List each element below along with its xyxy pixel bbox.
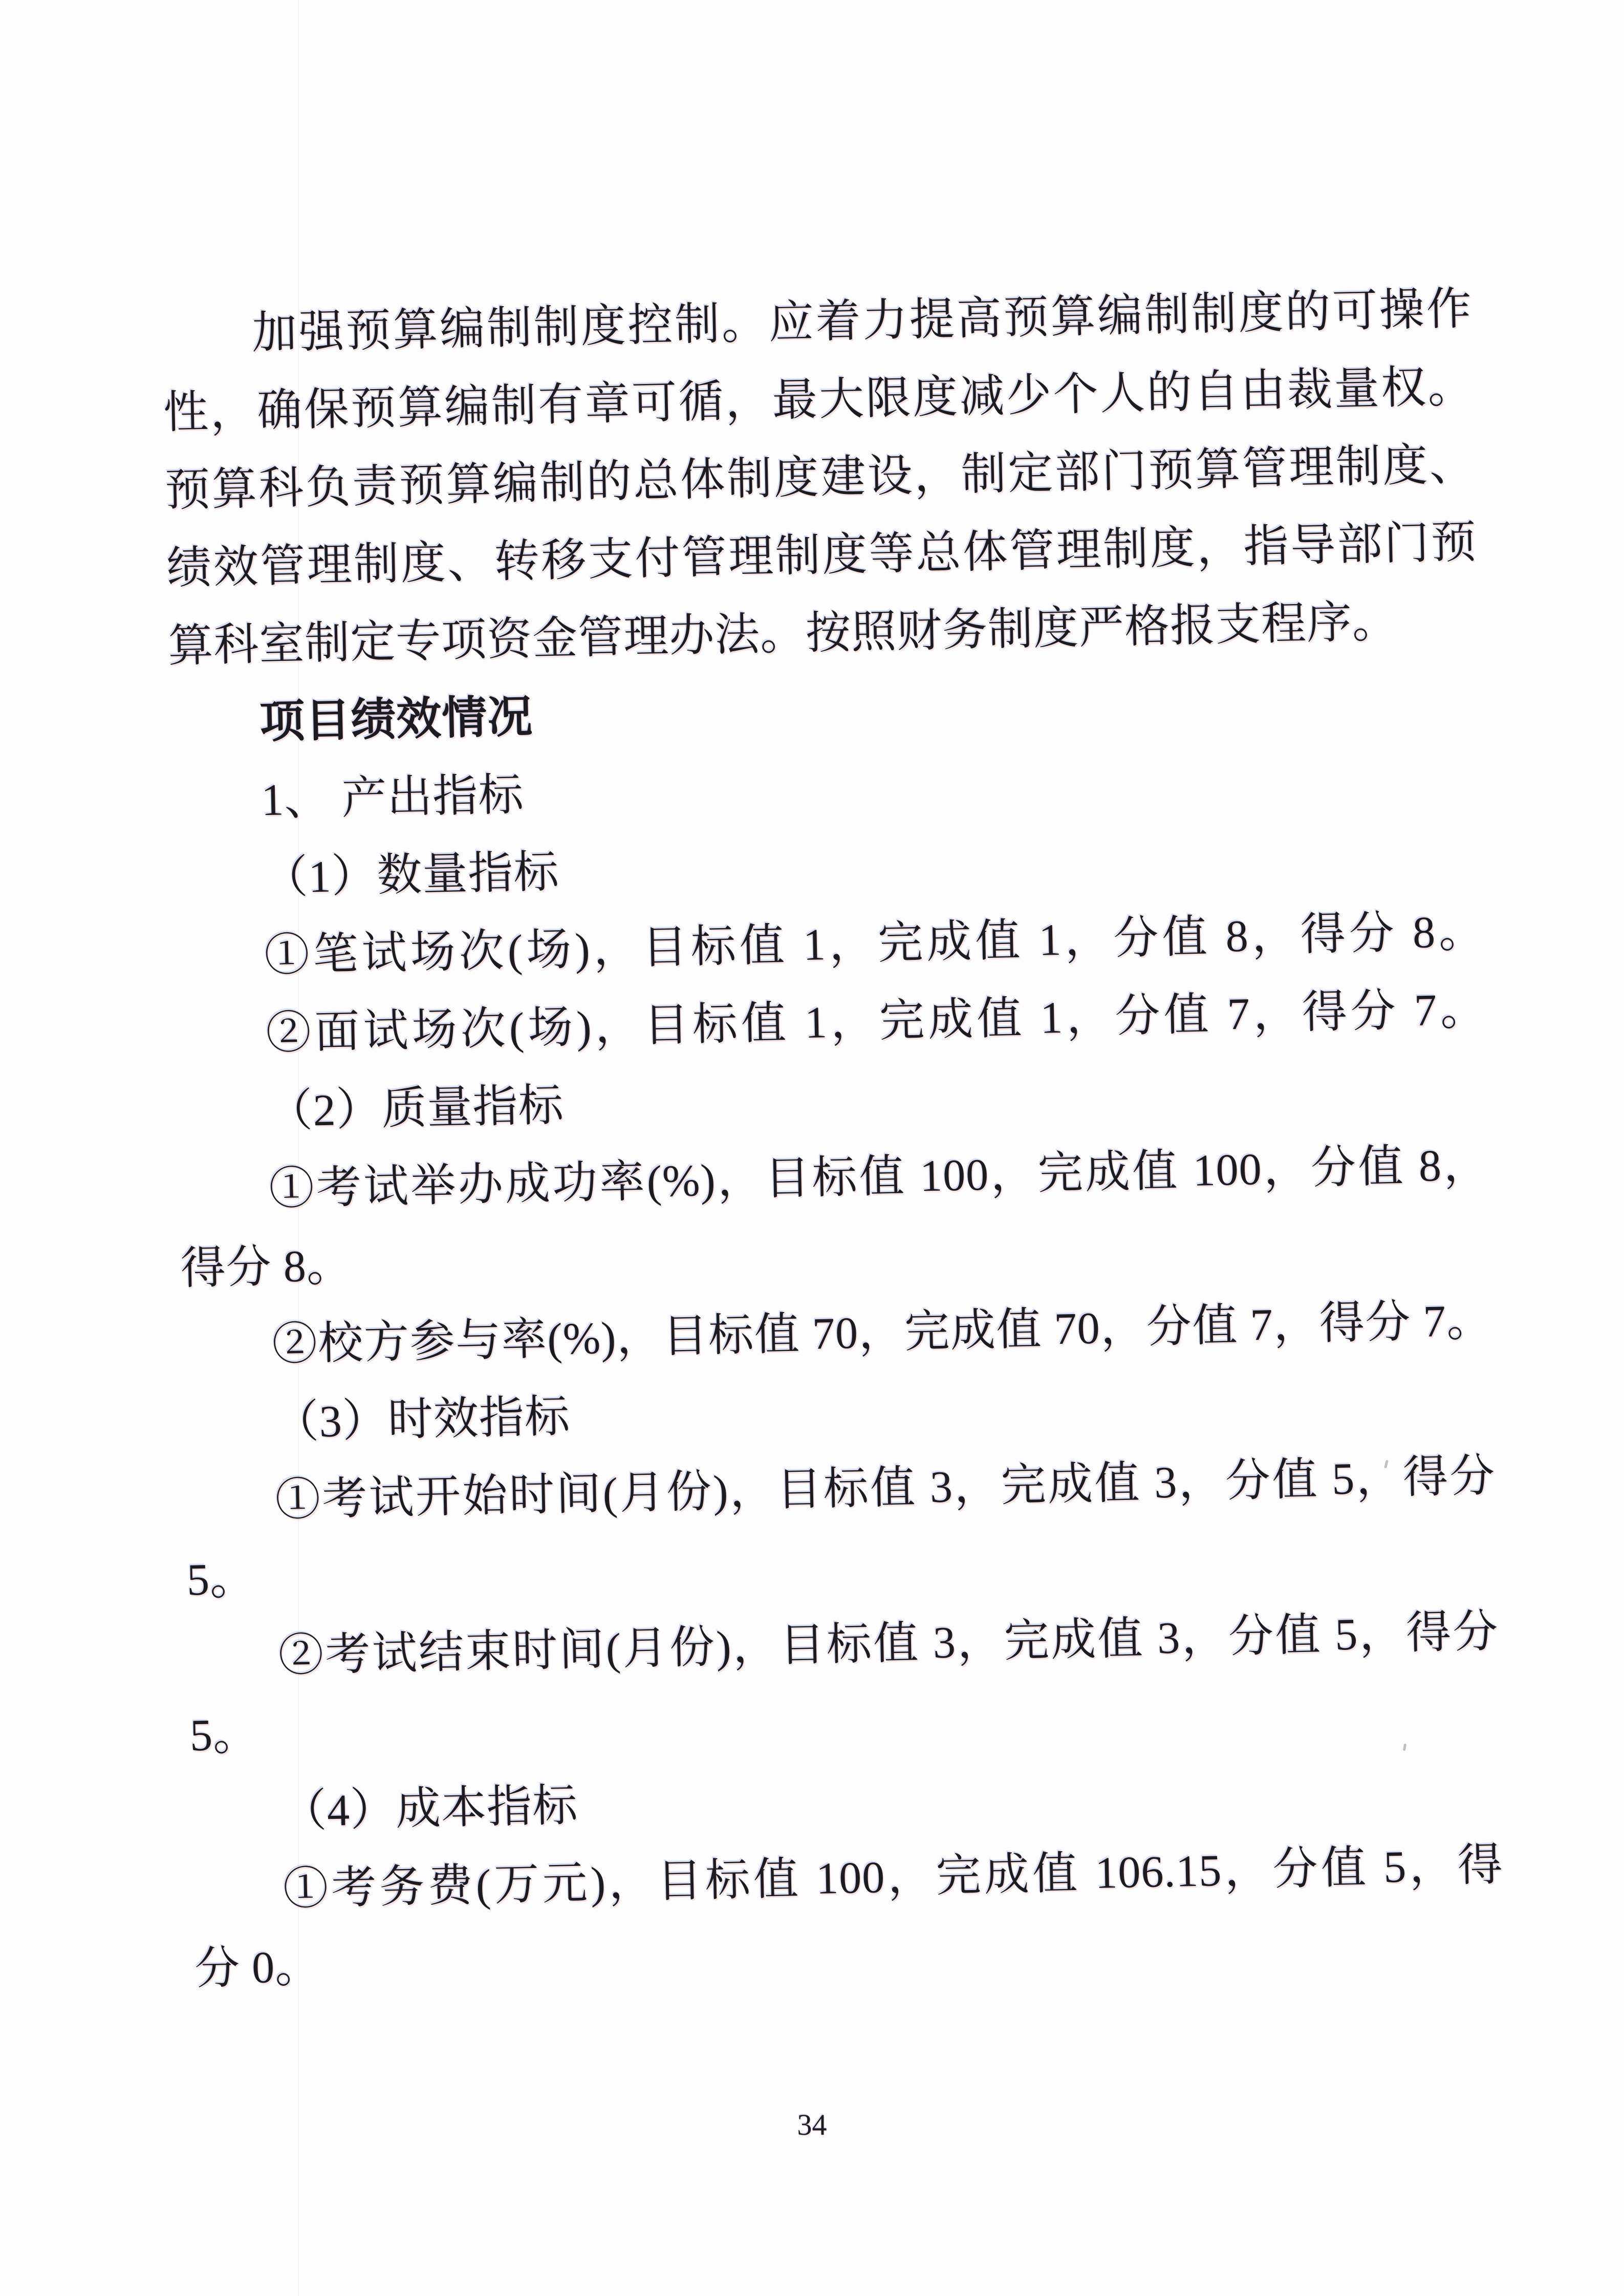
item-interview-sessions: ②面试场次(场)，目标值 1，完成值 1，分值 7，得分 7。 (265, 984, 1487, 1059)
item-timeliness-indicators: （3）时效指标 (273, 1392, 571, 1448)
para-budget-control-line-2: 性，确保预算编制有章可循，最大限度减少个人的自由裁量权。 (163, 362, 1474, 438)
item-school-participation-rate: ②校方参与率(%)，目标值 70，完成值 70，分值 7，得分 7。 (271, 1296, 1493, 1370)
page-number: 34 (797, 2108, 827, 2141)
item-exam-end-time-cont: 5。 (189, 1709, 259, 1761)
item-exam-fee: ①考务费(万元)，目标值 100，完成值 106.15，分值 5，得 (283, 1840, 1504, 1915)
item-exam-success-rate-cont: 得分 8。 (180, 1240, 353, 1294)
item-written-exam-sessions: ①笔试场次(场)，目标值 1，完成值 1，分值 8，得分 8。 (264, 907, 1485, 981)
document-body (161, 271, 1506, 2009)
para-budget-control-line-5: 算科室制定专项资金管理办法。按照财务制度严格报支程序。 (167, 597, 1398, 672)
item-output-indicators: 1、 产出指标 (261, 770, 525, 826)
para-budget-control-line-1: 加强预算编制制度控制。应着力提高预算编制制度的可操作 (251, 284, 1473, 359)
item-exam-fee-cont: 分 0。 (194, 1942, 321, 1994)
item-quality-indicators: （2）质量指标 (267, 1081, 565, 1137)
para-budget-control-line-3: 预算科负责预算编制的总体制度建设，制定部门预算管理制度、 (164, 440, 1476, 516)
item-exam-success-rate: ①考试举办成功率(%)，目标值 100，完成值 100，分值 8， (268, 1140, 1490, 1215)
item-cost-indicators: （4）成本指标 (281, 1781, 578, 1837)
heading-project-performance: 项目绩效情况 (259, 692, 534, 748)
para-budget-control-line-4: 绩效管理制度、转移支付管理制度等总体管理制度，指导部门预 (166, 518, 1477, 594)
item-exam-start-time: ①考试开始时间(月份)，目标值 3，完成值 3，分值 5，得分 (274, 1451, 1496, 1526)
item-exam-start-time-cont: 5。 (186, 1554, 256, 1605)
item-quantity-indicators: （1）数量指标 (262, 847, 560, 904)
item-exam-end-time: ②考试结束时间(月份)，目标值 3，完成值 3，分值 5，得分 (278, 1607, 1499, 1681)
